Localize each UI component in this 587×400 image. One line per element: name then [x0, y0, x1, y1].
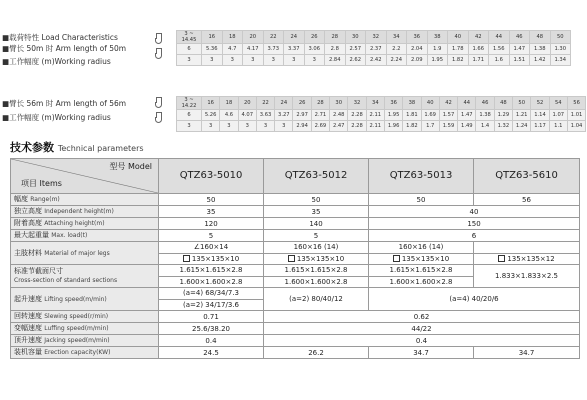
load-cell: 48: [530, 31, 551, 44]
tech-table: [10, 158, 580, 359]
material-box-value: 135×135×10: [264, 253, 369, 265]
load-cell: 1.96: [384, 121, 402, 132]
load-cell: 4.7: [222, 44, 243, 55]
section-value: 1.615×1.615×2.8: [264, 265, 369, 277]
load-cell: 28: [325, 31, 346, 44]
material-value: 160×16 (14): [264, 242, 369, 254]
load-cell: 1.47: [458, 110, 476, 121]
load-cell: 2.94: [293, 121, 311, 132]
load-cell: 1.9: [427, 44, 448, 55]
load-cell: 1.82: [403, 121, 421, 132]
load-cell: 3: [177, 121, 202, 132]
load-cell: 3.73: [263, 44, 284, 55]
load-cell: 1.32: [494, 121, 512, 132]
load-cell: 36: [407, 31, 428, 44]
section-value: 1.600×1.600×2.8: [159, 276, 264, 288]
load-cell: 2.04: [407, 44, 428, 55]
load-cell: 3: [202, 55, 223, 66]
load-cell: 42: [468, 31, 489, 44]
load-cell: 44: [458, 97, 476, 110]
load-cell: 1.42: [530, 55, 551, 66]
row-label-range: 幅度 Range(m): [11, 194, 159, 206]
load-cell: 40: [448, 31, 469, 44]
section-value: 1.615×1.615×2.8: [159, 265, 264, 277]
load-cell: 3: [202, 121, 220, 132]
load-cell: 3 ~ 14.22: [177, 97, 202, 110]
load-cell: 2.48: [330, 110, 348, 121]
erection-value: 26.2: [264, 347, 369, 359]
load-cell: 2.8: [325, 44, 346, 55]
attach-value: 150: [369, 218, 580, 230]
load-cell: 1.71: [468, 55, 489, 66]
load-cell: 1.38: [476, 110, 494, 121]
range-value: 50: [264, 194, 369, 206]
load-cell: 3 ~ 14.45: [177, 31, 202, 44]
row-label-attaching: 附着高度 Attaching height(m): [11, 218, 159, 230]
section-value: 1.615×1.615×2.8: [369, 265, 474, 277]
load-cell: 2.69: [311, 121, 329, 132]
square-icon: [498, 255, 505, 262]
load-cell: 42: [439, 97, 457, 110]
load-cell: 3: [220, 121, 238, 132]
load-cell: 5.36: [202, 44, 223, 55]
hook-icon: [153, 48, 163, 60]
row-label-erection: 装机容量 Erection capacity(KW): [11, 347, 159, 359]
load-cell: 1.34: [550, 55, 571, 66]
model-3: QTZ63-5013: [369, 159, 474, 194]
erection-value: 34.7: [474, 347, 580, 359]
row-label-luffing: 变幅速度 Luffing speed(m/min): [11, 323, 159, 335]
square-icon: [183, 255, 190, 262]
jacking-value: 0.4: [159, 335, 264, 347]
indep-value: 40: [369, 206, 580, 218]
luffing-value: 44/22: [264, 323, 580, 335]
load-row-alt: [177, 121, 586, 132]
lifting-value: (a=4) 40/20/6: [369, 288, 580, 311]
hook-icon: [153, 112, 163, 124]
load-row: [177, 44, 571, 55]
load-cell: 22: [256, 97, 274, 110]
load-cell: 36: [384, 97, 402, 110]
row-label-section: 标准节截面尺寸 Cross-section of standard sections: [11, 265, 159, 288]
load-cell: 44: [489, 31, 510, 44]
load-cell: 2.71: [311, 110, 329, 121]
load-cell: 1.6: [489, 55, 510, 66]
load-cell: 3: [238, 121, 256, 132]
maxload-value: 6: [369, 230, 580, 242]
load-cell: 2.09: [407, 55, 428, 66]
load-cell: 2.11: [366, 110, 384, 121]
material-value: 160×16 (14): [369, 242, 474, 254]
load-cell: 4.6: [220, 110, 238, 121]
load-cell: 26: [293, 97, 311, 110]
row-label-lifting: 起升速度 Lifting speed(m/min): [11, 288, 159, 311]
load-cell: 1.38: [530, 44, 551, 55]
load-cell: 18: [222, 31, 243, 44]
load-cell: 3: [256, 121, 274, 132]
section-value: 1.833×1.833×2.5: [474, 265, 580, 288]
load-cell: 2.2: [386, 44, 407, 55]
load-cell: 2.57: [345, 44, 366, 55]
working-radius-label: ■工作幅度 (m)Working radius: [2, 57, 111, 66]
load-cell: 1.14: [531, 110, 549, 121]
load-cell: 32: [348, 97, 366, 110]
load-cell: 1.29: [494, 110, 512, 121]
load-cell: 4.17: [243, 44, 264, 55]
load-cell: 1.7: [421, 121, 439, 132]
load-cell: 22: [263, 31, 284, 44]
load-cell: 1.66: [468, 44, 489, 55]
load-cell: 2.28: [348, 110, 366, 121]
load-cell: 56: [567, 97, 585, 110]
attach-value: 120: [159, 218, 264, 230]
row-label-independent: 独立高度 Independent height(m): [11, 206, 159, 218]
load-cell: 3.06: [304, 44, 325, 55]
maxload-value: 5: [159, 230, 264, 242]
load-cell: 46: [476, 97, 494, 110]
load-cell: 4.07: [238, 110, 256, 121]
load-cell: 24: [284, 31, 305, 44]
indep-value: 35: [159, 206, 264, 218]
load-cell: 1.4: [476, 121, 494, 132]
erection-value: 34.7: [369, 347, 474, 359]
slewing-value: 0.71: [159, 311, 264, 323]
load-row-alt: [177, 55, 571, 66]
attach-value: 140: [264, 218, 369, 230]
load-cell: 1.01: [567, 110, 585, 121]
load-cell: 32: [366, 31, 387, 44]
row-label-maxload: 最大起重量 Max. load(t): [11, 230, 159, 242]
lifting-value: (a=2) 80/40/12: [264, 288, 369, 311]
load-cell: 1.30: [550, 44, 571, 55]
jacking-value: 0.4: [264, 335, 580, 347]
load-cell: 1.07: [549, 110, 567, 121]
load-cell: 5.26: [202, 110, 220, 121]
load-cell: 16: [202, 31, 223, 44]
load-cell: 1.04: [567, 121, 585, 132]
load-cell: 30: [345, 31, 366, 44]
model-4: QTZ63-5610: [474, 159, 580, 194]
square-icon: [393, 255, 400, 262]
range-value: 50: [369, 194, 474, 206]
load-cell: 3.63: [256, 110, 274, 121]
load-cell: 1.69: [421, 110, 439, 121]
load-cell: 24: [275, 97, 293, 110]
load-table-56m: [176, 96, 586, 132]
tech-title: 技术参数 Technical parameters: [10, 141, 144, 154]
hook-icon: [153, 97, 163, 109]
header-corner: 型号 Model 项目 Items: [11, 159, 159, 194]
range-value: 56: [474, 194, 580, 206]
load-cell: 50: [513, 97, 531, 110]
load-cell: 2.84: [325, 55, 346, 66]
section-value: 1.600×1.600×2.8: [369, 276, 474, 288]
load-cell: 28: [311, 97, 329, 110]
material-value: ∠160×14: [159, 242, 264, 254]
load-cell: 2.62: [345, 55, 366, 66]
load-cell: 48: [494, 97, 512, 110]
load-title: ■载荷特性 Load Characteristics: [2, 33, 118, 42]
lifting-value: (a=4) 68/34/7.3: [159, 288, 264, 300]
load-cell: 54: [549, 97, 567, 110]
load-cell: 1.59: [439, 121, 457, 132]
indep-value: 35: [264, 206, 369, 218]
load-cell: 38: [403, 97, 421, 110]
load-cell: 52: [531, 97, 549, 110]
load-cell: 34: [386, 31, 407, 44]
load-cell: 30: [330, 97, 348, 110]
load-cell: 34: [366, 97, 384, 110]
load-table-50m: [176, 30, 571, 66]
load-cell: 2.28: [348, 121, 366, 132]
erection-value: 24.5: [159, 347, 264, 359]
arm-length-50-label: ■臂长 50m 时 Arm length of 50m: [2, 44, 127, 53]
load-cell: 1.49: [458, 121, 476, 132]
material-box-value: 135×135×10: [369, 253, 474, 265]
range-value: 50: [159, 194, 264, 206]
load-cell: 3.27: [275, 110, 293, 121]
row-label-jacking: 顶升速度 Jacking speed(m/min): [11, 335, 159, 347]
load-cell: 1.17: [531, 121, 549, 132]
square-icon: [288, 255, 295, 262]
load-cell: 3: [177, 55, 202, 66]
section-value: 1.600×1.600×2.8: [264, 276, 369, 288]
load-cell: 3: [284, 55, 305, 66]
load-cell: 26: [304, 31, 325, 44]
load-cell: 2.37: [366, 44, 387, 55]
load-cell: 3: [275, 121, 293, 132]
load-cell: 38: [427, 31, 448, 44]
load-cell: 2.47: [330, 121, 348, 132]
load-cell: 1.47: [509, 44, 530, 55]
load-cell: 1.1: [549, 121, 567, 132]
load-cell: 20: [238, 97, 256, 110]
load-cell: 3.37: [284, 44, 305, 55]
load-cell: 40: [421, 97, 439, 110]
load-cell: 3: [243, 55, 264, 66]
load-row: [177, 110, 586, 121]
model-2: QTZ63-5012: [264, 159, 369, 194]
load-cell: 3: [304, 55, 325, 66]
load-cell: 2.42: [366, 55, 387, 66]
load-cell: 1.57: [439, 110, 457, 121]
load-cell: 16: [202, 97, 220, 110]
working-radius-label-2: ■工作幅度 (m)Working radius: [2, 113, 111, 122]
row-label-slewing: 回转速度 Slewing speed(r/min): [11, 311, 159, 323]
load-cell: 1.95: [384, 110, 402, 121]
luffing-value: 25.6/38.20: [159, 323, 264, 335]
load-cell: 46: [509, 31, 530, 44]
load-cell: 1.56: [489, 44, 510, 55]
load-cell: 1.81: [403, 110, 421, 121]
load-cell: 1.82: [448, 55, 469, 66]
model-1: QTZ63-5010: [159, 159, 264, 194]
load-cell: 2.11: [366, 121, 384, 132]
maxload-value: 5: [264, 230, 369, 242]
material-box-value: 135×135×10: [159, 253, 264, 265]
load-cell: 18: [220, 97, 238, 110]
load-cell: 6: [177, 44, 202, 55]
load-cell: 20: [243, 31, 264, 44]
slewing-value: 0.62: [264, 311, 580, 323]
load-cell: 1.78: [448, 44, 469, 55]
load-cell: 3: [263, 55, 284, 66]
radius-row: [177, 97, 586, 110]
arm-length-56-label: ■臂长 56m 时 Arm length of 56m: [2, 99, 127, 108]
load-cell: 50: [550, 31, 571, 44]
load-cell: 3: [222, 55, 243, 66]
load-cell: 6: [177, 110, 202, 121]
load-cell: 2.97: [293, 110, 311, 121]
row-label-material: 主肢材料 Material of major legs: [11, 242, 159, 265]
load-cell: 1.21: [513, 110, 531, 121]
material-box-value: 135×135×12: [474, 253, 580, 265]
hook-icon: [153, 33, 163, 45]
load-cell: 2.24: [386, 55, 407, 66]
radius-row: [177, 31, 571, 44]
lifting-value: (a=2) 34/17/3.6: [159, 299, 264, 311]
load-cell: 1.95: [427, 55, 448, 66]
load-cell: 1.24: [513, 121, 531, 132]
load-cell: 1.51: [509, 55, 530, 66]
